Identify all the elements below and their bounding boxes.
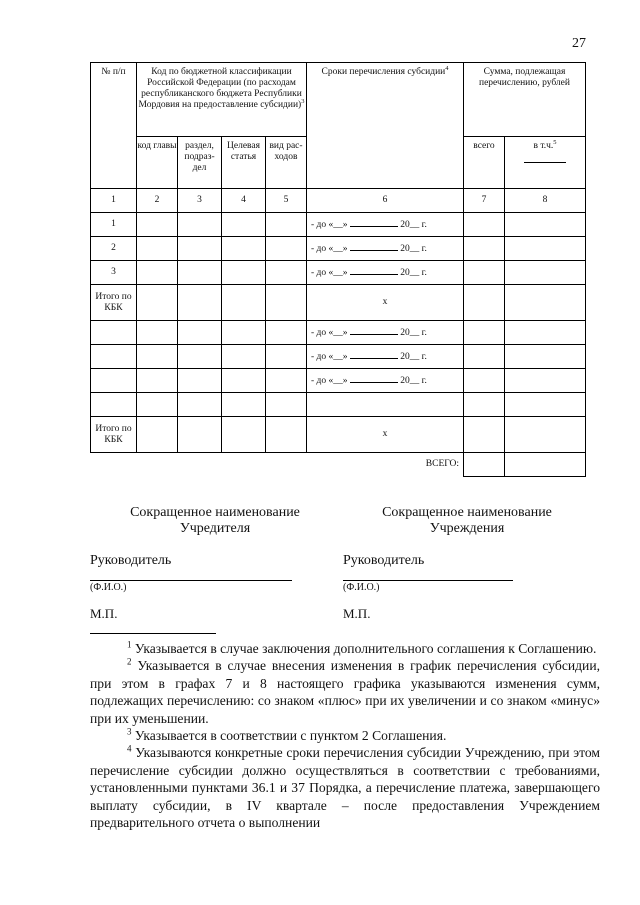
header-kbk-footnote-mark: 3 [301,97,305,105]
col-number: 5 [266,189,307,213]
row-num: 2 [91,237,137,261]
cell-empty [505,417,586,453]
cell-empty [222,285,266,321]
cell-empty [137,417,178,453]
term-year: 20__ г. [397,352,427,363]
header-type: вид рас-ходов [266,137,307,189]
cell-empty [464,369,505,393]
grand-total-cell [464,453,505,477]
footnote-1 [90,640,600,657]
col-number: 7 [464,189,505,213]
header-incl-blank [524,162,566,163]
cell-empty [178,261,222,285]
cell-empty [464,345,505,369]
cell-empty [505,261,586,285]
row-term [307,321,464,345]
cell-empty [505,345,586,369]
cell-empty [178,213,222,237]
term-blank [350,242,398,251]
col-number: 2 [137,189,178,213]
footnote-text: Указывается в случае внесения изменения в график перечисления субсидии, при этом в графах 7 и 8 настоящего графика указываются изменения сумм, подлежащих перечислению: со знаком «плюс» при их увеличении и со знаком «минус» при их уменьшении. [90,658,600,726]
subsidy-schedule-table [90,62,586,477]
row-num: 3 [91,261,137,285]
col-number: 3 [178,189,222,213]
term-prefix: - до «__» [311,268,350,279]
cell-empty [91,393,137,417]
term-blank [350,350,398,359]
cell-empty [266,213,307,237]
header-sum: Сумма, подлежащая перечислению, рублей [464,63,586,137]
cell-empty [464,261,505,285]
table-row [91,393,586,417]
footnote-separator [90,633,216,634]
cell-empty [222,369,266,393]
head-right-label: Руководитель [343,553,425,568]
stamp-right: М.П. [343,606,371,621]
footnote-2 [90,657,600,727]
col-number: 8 [505,189,586,213]
header-num: № п/п [91,63,137,189]
footnote-4 [90,744,600,831]
footnote-text: Указывается в соответствии с пунктом 2 Соглашения. [131,728,447,744]
cell-empty [137,237,178,261]
table-row [91,213,586,237]
head-left-label: Руководитель [90,553,172,568]
cell-empty [222,345,266,369]
header-incl [505,137,586,189]
subtotal-row [91,285,586,321]
institution-title: Сокращенное наименование Учреждения [382,505,552,536]
term-prefix: - до «__» [311,328,350,339]
term-prefix: - до «__» [311,352,350,363]
header-total: всего [464,137,505,189]
cell-empty [266,369,307,393]
header-incl-text: в т.ч. [533,141,554,151]
grand-total-row [91,453,586,477]
cell-empty [505,393,586,417]
subtotal-label: Итого по КБК [91,417,137,453]
cell-empty [266,261,307,285]
cell-empty [505,213,586,237]
header-target: Целевая статья [222,137,266,189]
footnote-mark: 1 [127,639,132,650]
table-row [91,237,586,261]
grand-total-cell [505,453,586,477]
row-term [307,369,464,393]
cell-empty [178,345,222,369]
cell-empty [307,393,464,417]
cell-empty [178,237,222,261]
cell-empty [464,237,505,261]
footnotes [90,640,600,831]
cell-empty [266,237,307,261]
cell-empty [505,285,586,321]
cell-empty [505,237,586,261]
cell-empty [505,321,586,345]
header-incl-footnote-mark: 5 [553,138,557,146]
col-number: 4 [222,189,266,213]
cell-empty [266,417,307,453]
row-term [307,237,464,261]
cell-empty [222,213,266,237]
header-section: раздел, подраз-дел [178,137,222,189]
cell-empty [464,213,505,237]
cell-empty [178,417,222,453]
cell-empty [178,285,222,321]
term-prefix: - до «__» [311,244,350,255]
cell-empty [222,237,266,261]
footnote-text: Указываются конкретные сроки перечисления субсидии Учреждению, при этом перечисление субсидии должно осуществляться в соответствии с требованиями, установленными пунктами 36.1 и 37 Порядка, а перечисление платежа, завершающего выплату субсидии, в IV квартале – после предоставления Учреждением предварительного отчета о выполнении [90,745,600,831]
row-num: 1 [91,213,137,237]
cell-empty [505,369,586,393]
subtotal-label: Итого по КБК [91,285,137,321]
footnote-mark: 2 [127,656,132,667]
term-year: 20__ г. [397,376,427,387]
cell-empty [266,393,307,417]
cell-empty [137,285,178,321]
footnote-mark: 4 [127,743,132,754]
term-blank [350,326,398,335]
grand-total-label: ВСЕГО: [425,459,459,470]
cell-empty [464,417,505,453]
cell-empty [222,417,266,453]
cell-empty [222,261,266,285]
term-blank [350,374,398,383]
cell-empty [464,285,505,321]
cell-empty [178,369,222,393]
footnote-text: Указывается в случае заключения дополнительного соглашения к Соглашению. [131,641,597,656]
cell-empty [137,321,178,345]
cell-empty [266,321,307,345]
term-year: 20__ г. [397,268,427,279]
header-terms-footnote-mark: 4 [445,64,449,72]
header-kbk [137,63,307,137]
term-prefix: - до «__» [311,220,350,231]
cell-empty [178,393,222,417]
table-row [91,345,586,369]
cell-empty [137,213,178,237]
col-number: 6 [307,189,464,213]
subtotal-mark: x [307,417,464,453]
term-year: 20__ г. [397,328,427,339]
cell-empty [91,321,137,345]
signature-line-right [343,580,513,581]
cell-empty [137,369,178,393]
col-number: 1 [91,189,137,213]
cell-empty [137,345,178,369]
cell-empty [91,369,137,393]
table-row [91,261,586,285]
term-year: 20__ г. [397,244,427,255]
row-term [307,213,464,237]
term-year: 20__ г. [397,220,427,231]
cell-empty [222,393,266,417]
term-prefix: - до «__» [311,376,350,387]
term-blank [350,266,398,275]
header-terms [307,63,464,189]
term-blank [350,218,398,227]
row-term [307,345,464,369]
fio-right: (Ф.И.О.) [343,582,380,593]
fio-left: (Ф.И.О.) [90,582,127,593]
header-terms-text: Сроки перечисления субсидии [321,67,446,77]
cell-empty [178,321,222,345]
cell-empty [137,261,178,285]
header-code: код главы [137,137,178,189]
cell-empty [464,393,505,417]
footnote-3 [90,727,600,744]
page-number: 27 [572,36,586,51]
signature-line-left [90,580,292,581]
row-term [307,261,464,285]
header-kbk-text: Код по бюджетной классификации Российской Федерации (по расходам республиканского бюджета Республики Мордовия на предоставление субсидии) [138,67,302,110]
cell-empty [91,345,137,369]
founder-title: Сокращенное наименование Учредителя [130,505,300,536]
cell-empty [266,345,307,369]
subtotal-row [91,417,586,453]
subtotal-mark: x [307,285,464,321]
cell-empty [464,321,505,345]
cell-blank [91,453,307,477]
cell-empty [137,393,178,417]
cell-empty [266,285,307,321]
stamp-left: М.П. [90,606,118,621]
table-row [91,321,586,345]
footnote-mark: 3 [127,726,132,737]
cell-empty [222,321,266,345]
table-row [91,369,586,393]
